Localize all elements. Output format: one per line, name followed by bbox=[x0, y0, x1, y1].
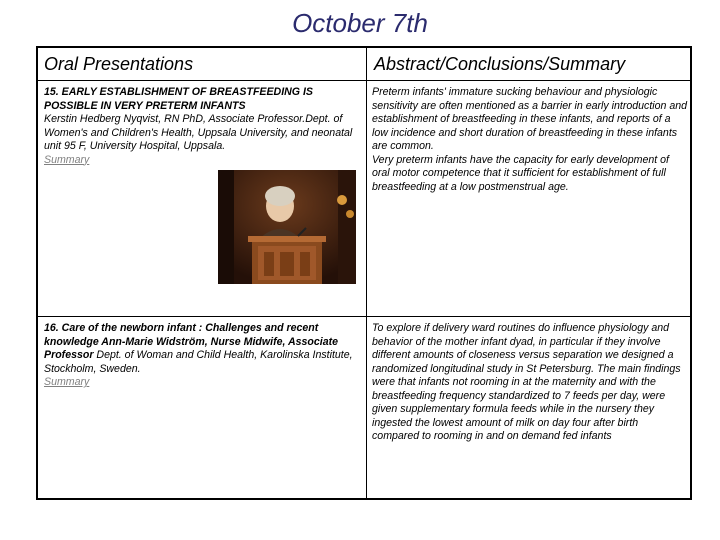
row-2-abstract bbox=[372, 322, 688, 444]
row-1-authors: Kerstin Hedberg Nyqvist, RN PhD, Associate Professor.Dept. of Women's and Children's Health, Uppsala University, and neonatal unit 95 F, University Hospital, Uppsala. bbox=[44, 113, 353, 152]
column-divider bbox=[366, 48, 367, 498]
speaker-photo-illustration bbox=[218, 170, 356, 284]
row-2-summary-paragraph: To explore if delivery ward routines do influence physiology and behavior of the mother infant dyad, in particular if they involve different amounts of closeness versus separation we designed a randomized longitudinal study in St Petersburg. The main findings were that infants not rooming in at the maternity and with the breastfeeding frequency standardized to 7 feeds per day, were given supplementary formula feeds while in the nursery they ingested the lowest amount of milk on day four after birth compared to rooming in and on demand fed infants bbox=[372, 322, 681, 442]
row-1-summary-paragraph: Preterm infants' immature sucking behaviour and physiologic sensitivity are often mentioned as a barrier in early introduction and establishment of breastfeeding in these infants, and reports of a low incidence and short duration of breastfeeding in these infants are common. bbox=[372, 86, 688, 152]
header-abstract-summary: Abstract/Conclusions/Summary bbox=[374, 54, 626, 74]
header-oral-presentations: Oral Presentations bbox=[44, 54, 194, 74]
speaker-at-podium-photo bbox=[218, 170, 356, 284]
row-divider bbox=[38, 316, 690, 317]
row-1-presentation bbox=[44, 86, 362, 167]
header-divider bbox=[38, 80, 690, 81]
row-1-abstract bbox=[372, 86, 688, 194]
row-1-title: 15. EARLY ESTABLISHMENT OF BREASTFEEDING IS POSSIBLE IN VERY PRETERM INFANTS bbox=[44, 86, 313, 112]
slide-title: October 7th bbox=[292, 8, 428, 38]
row-1-summary-paragraph: Very preterm infants have the capacity for early development of oral motor competence that it sufficient for establishment of full breastfeeding at a low postmenstrual age. bbox=[372, 153, 669, 193]
row-2-summary-link[interactable]: Summary bbox=[44, 376, 90, 388]
presentations-table bbox=[36, 46, 692, 500]
row-2-authors: Dept. of Woman and Child Health, Karolinska Institute, Stockholm, Sweden. bbox=[44, 349, 353, 375]
row-2-presentation bbox=[44, 322, 360, 390]
row-1-summary-link[interactable]: Summary bbox=[44, 153, 90, 166]
row-2-title: 16. Care of the newborn infant : Challenges and recent knowledge Ann-Marie Widström, Nurse Midwife, Associate Professor bbox=[44, 322, 339, 361]
